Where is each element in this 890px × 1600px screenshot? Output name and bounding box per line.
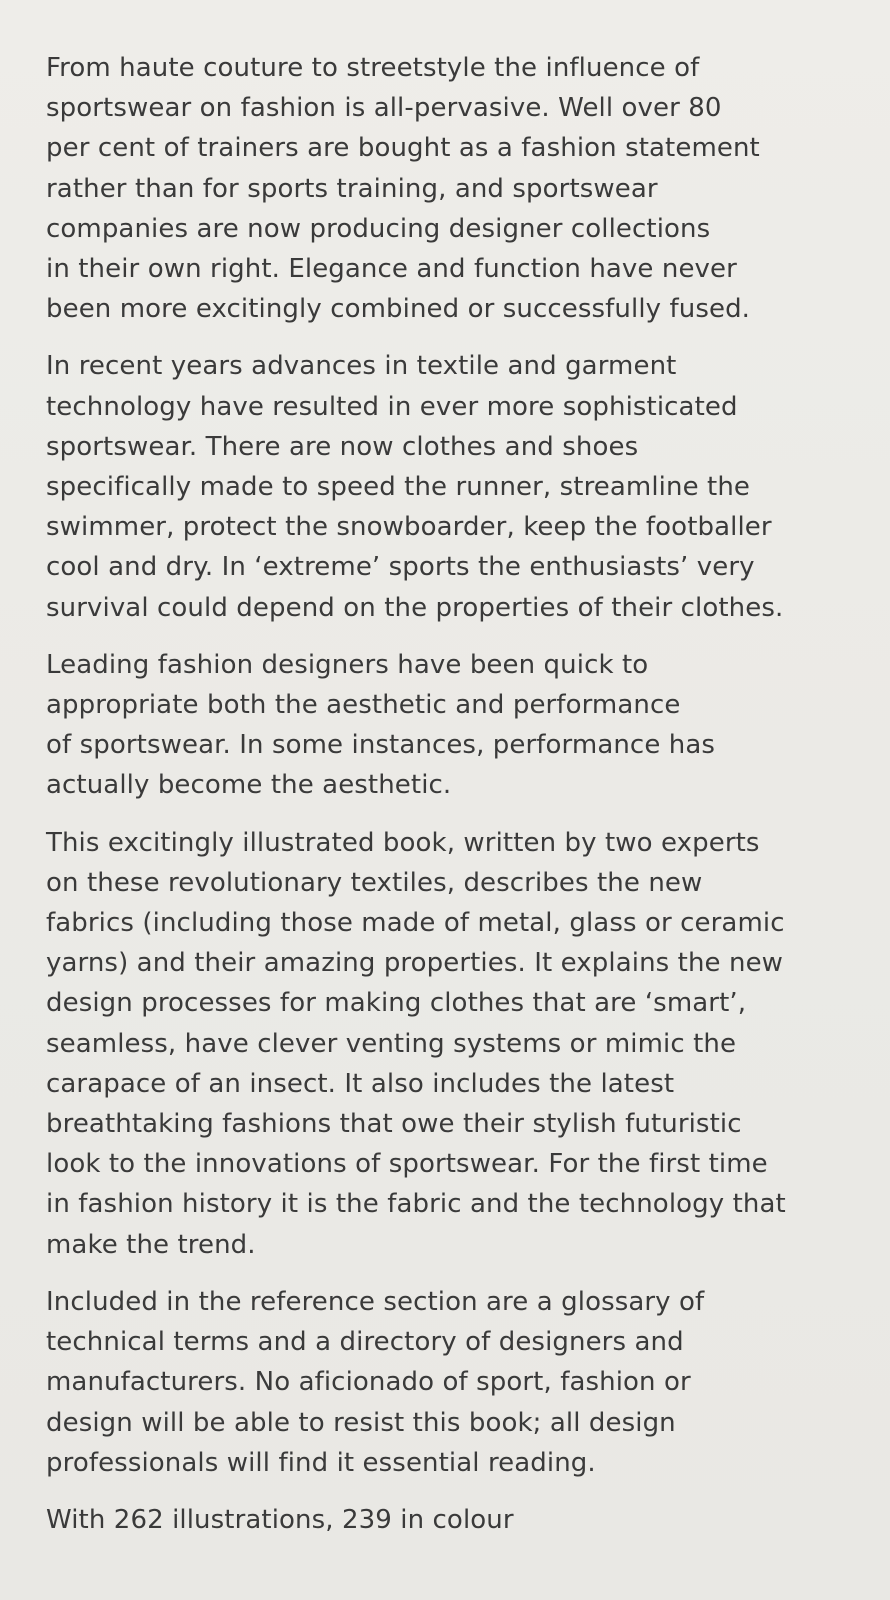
paragraph-reference-section	[46, 1282, 866, 1483]
text-line: design processes for making clothes that are ‘smart’,	[46, 988, 747, 1019]
text-line: yarns) and their amazing properties. It explains the new	[46, 948, 784, 979]
text-line: been more excitingly combined or successfully fused.	[46, 294, 751, 325]
text-line: Included in the reference section are a glossary of	[46, 1286, 705, 1317]
text-line: technical terms and a directory of designers and	[46, 1327, 684, 1358]
text-line: In recent years advances in textile and garment	[46, 351, 677, 382]
text-line: in their own right. Elegance and function have never	[46, 254, 737, 285]
text-line: survival could depend on the properties of their clothes.	[46, 592, 784, 623]
text-line: specifically made to speed the runner, streamline the	[46, 472, 751, 503]
text-line: swimmer, protect the snowboarder, keep the footballer	[46, 512, 772, 543]
text-line: look to the innovations of sportswear. For the first time	[46, 1149, 768, 1180]
text-line: seamless, have clever venting systems or mimic the	[46, 1028, 737, 1059]
text-line: design will be able to resist this book; all design	[46, 1407, 676, 1438]
text-line: appropriate both the aesthetic and performance	[46, 690, 681, 721]
text-line: This excitingly illustrated book, written by two experts	[46, 827, 760, 858]
paragraph-technology	[46, 346, 866, 627]
text-line: technology have resulted in ever more sophisticated	[46, 391, 738, 422]
text-line: With 262 illustrations, 239 in colour	[46, 1504, 514, 1535]
text-line: From haute couture to streetstyle the influence of	[46, 53, 700, 83]
text-line: carapace of an insect. It also includes the latest	[46, 1068, 675, 1099]
illustrations-count-note	[46, 1500, 866, 1540]
text-line: professionals will find it essential reading.	[46, 1447, 596, 1478]
text-line: sportswear on fashion is all-pervasive. Well over 80	[46, 93, 722, 124]
text-line: on these revolutionary textiles, describes the new	[46, 867, 703, 898]
paragraph-intro	[46, 48, 866, 329]
text-line: per cent of trainers are bought as a fashion statement	[46, 133, 760, 164]
blurb-text	[46, 48, 866, 1540]
text-line: of sportswear. In some instances, performance has	[46, 730, 716, 761]
text-line: make the trend.	[46, 1229, 256, 1260]
text-line: breathtaking fashions that owe their stylish futuristic	[46, 1109, 742, 1140]
paragraph-designers	[46, 645, 866, 806]
text-line: manufacturers. No aficionado of sport, fashion or	[46, 1367, 691, 1398]
text-line: rather than for sports training, and sportswear	[46, 173, 658, 204]
text-line: actually become the aesthetic.	[46, 770, 452, 801]
text-line: cool and dry. In ‘extreme’ sports the enthusiasts’ very	[46, 552, 755, 583]
text-line: companies are now producing designer collections	[46, 213, 711, 244]
text-line: Leading fashion designers have been quick to	[46, 649, 649, 680]
text-line: in fashion history it is the fabric and the technology that	[46, 1189, 786, 1220]
paragraph-book-description	[46, 823, 866, 1265]
text-line: sportswear. There are now clothes and shoes	[46, 431, 639, 462]
text-line: fabrics (including those made of metal, glass or ceramic	[46, 908, 785, 939]
